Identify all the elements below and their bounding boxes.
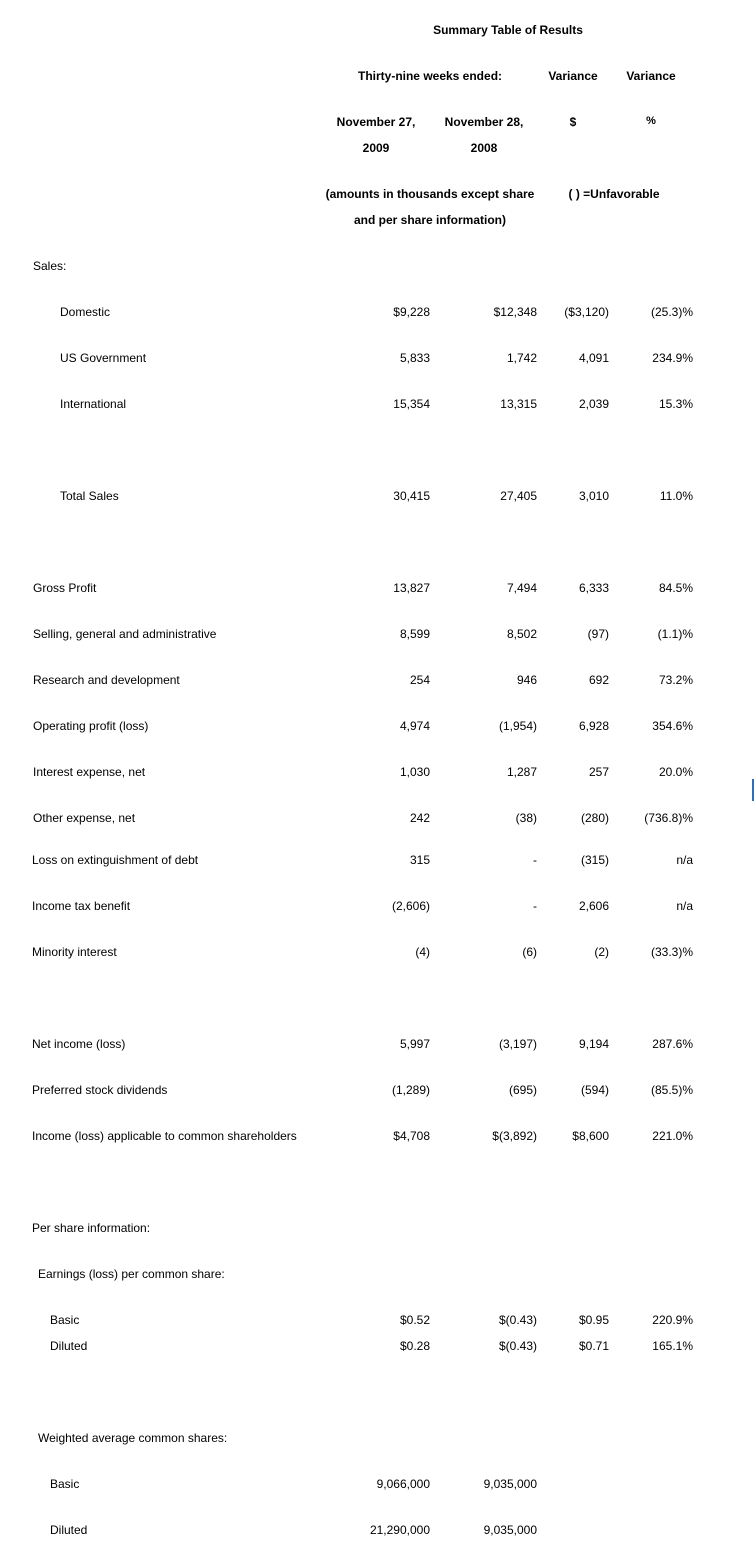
variance-pct: (85.5)% — [650, 1083, 693, 1097]
period-heading: Thirty-nine weeks ended: — [357, 69, 503, 83]
value-2008: (1,954) — [498, 719, 537, 733]
section-eps: Earnings (loss) per common share: — [38, 1267, 225, 1281]
percent-symbol: % — [646, 115, 656, 127]
row-label: Basic — [50, 1477, 80, 1491]
section-per-share: Per share information: — [32, 1221, 151, 1235]
col-2008-date-line1: November 28, — [444, 115, 524, 129]
variance-pct: 221.0% — [652, 1129, 693, 1143]
amounts-note-line2: and per share information) — [353, 213, 507, 227]
value-2008: 946 — [516, 673, 537, 687]
value-2009: 30,415 — [393, 489, 430, 503]
value-2008: $12,348 — [493, 305, 537, 319]
value-2009: 5,833 — [399, 351, 430, 365]
row-label: Income tax benefit — [32, 899, 131, 913]
total-sales-row — [0, 489, 754, 505]
table-row — [0, 305, 754, 321]
value-2008: $(0.43) — [498, 1313, 537, 1327]
unfavorable-note: ( ) =Unfavorable — [568, 187, 660, 201]
variance-dollar: $0.71 — [578, 1339, 609, 1353]
variance-pct: 287.6% — [652, 1037, 693, 1051]
row-label: Gross Profit — [33, 581, 97, 595]
variance-dollar: 6,333 — [578, 581, 609, 595]
value-2008: (38) — [515, 811, 537, 825]
table-row — [0, 1339, 754, 1355]
variance-dollar: 257 — [588, 765, 609, 779]
value-2009: (1,289) — [391, 1083, 430, 1097]
table-row — [0, 397, 754, 413]
value-2008: 1,287 — [506, 765, 537, 779]
row-label: Income (loss) applicable to common shareholders — [32, 1129, 297, 1143]
value-2009: $0.28 — [399, 1339, 430, 1353]
value-2009: 21,290,000 — [369, 1523, 430, 1537]
row-label: Interest expense, net — [33, 765, 146, 779]
table-row — [0, 581, 754, 597]
variance-pct: 234.9% — [652, 351, 693, 365]
table-row — [0, 1037, 754, 1053]
value-2009: 5,997 — [399, 1037, 430, 1051]
row-label: Preferred stock dividends — [32, 1083, 168, 1097]
col-2009-date-line1: November 27, — [336, 115, 416, 129]
variance-pct: 15.3% — [658, 397, 693, 411]
variance-dollar: ($3,120) — [564, 305, 609, 319]
value-2009: $9,228 — [393, 305, 430, 319]
table-row — [0, 1477, 754, 1493]
row-label: Other expense, net — [33, 811, 136, 825]
value-2009: 15,354 — [393, 397, 430, 411]
row-label: US Government — [60, 351, 147, 365]
row-label: Basic — [50, 1313, 80, 1327]
value-2009: 8,599 — [399, 627, 430, 641]
table-row — [0, 627, 754, 643]
value-2009: 4,974 — [399, 719, 430, 733]
variance-pct: 354.6% — [652, 719, 693, 733]
value-2009: 254 — [409, 673, 430, 687]
variance-pct: (25.3)% — [650, 305, 693, 319]
row-label: Research and development — [33, 673, 180, 687]
row-label: Loss on extinguishment of debt — [32, 853, 199, 867]
value-2009: $0.52 — [399, 1313, 430, 1327]
row-label: Operating profit (loss) — [33, 719, 149, 733]
variance-dollar: (280) — [580, 811, 609, 825]
table-row — [0, 811, 754, 827]
variance-pct: (1.1)% — [657, 627, 693, 641]
section-sales: Sales: — [33, 259, 67, 273]
variance-dollar: (594) — [580, 1083, 609, 1097]
value-2008: 8,502 — [506, 627, 537, 641]
table-title: Summary Table of Results — [433, 23, 583, 37]
value-2009: (2,606) — [391, 899, 430, 913]
variance-dollar: 4,091 — [578, 351, 609, 365]
variance-dollar: 3,010 — [578, 489, 609, 503]
variance-pct: 84.5% — [658, 581, 693, 595]
variance-dollar: 2,039 — [578, 397, 609, 411]
row-label: Net income (loss) — [32, 1037, 126, 1051]
section-weighted-shares: Weighted average common shares: — [38, 1431, 228, 1445]
value-2009: 13,827 — [393, 581, 430, 595]
value-2009: $4,708 — [393, 1129, 430, 1143]
row-label: Diluted — [50, 1339, 88, 1353]
variance-pct: 11.0% — [659, 489, 693, 503]
table-row — [0, 853, 754, 869]
value-2008: (3,197) — [498, 1037, 537, 1051]
variance-dollar-heading: Variance — [548, 69, 598, 83]
row-label: International — [60, 397, 127, 411]
value-2008: - — [533, 853, 537, 867]
table-row — [0, 351, 754, 367]
value-2009: (4) — [415, 945, 430, 959]
row-label: Minority interest — [32, 945, 117, 959]
table-row — [0, 719, 754, 735]
table-row — [0, 765, 754, 781]
amounts-note-line1: (amounts in thousands except share — [325, 187, 535, 201]
value-2008: $(0.43) — [498, 1339, 537, 1353]
table-row — [0, 1129, 754, 1145]
variance-dollar: 692 — [588, 673, 609, 687]
variance-pct-heading: Variance — [626, 69, 676, 83]
variance-pct: 165.1% — [652, 1339, 693, 1353]
variance-dollar: $8,600 — [572, 1129, 609, 1143]
value-2008: 7,494 — [506, 581, 537, 595]
variance-pct: 73.2% — [658, 673, 693, 687]
variance-dollar: 2,606 — [578, 899, 609, 913]
col-2009-date-line2: 2009 — [362, 141, 390, 155]
variance-dollar: 9,194 — [578, 1037, 609, 1051]
variance-pct: 220.9% — [652, 1313, 693, 1327]
table-row — [0, 945, 754, 961]
col-2008-date-line2: 2008 — [470, 141, 498, 155]
value-2009: 9,066,000 — [376, 1477, 430, 1491]
table-row — [0, 1083, 754, 1099]
value-2009: 242 — [409, 811, 430, 825]
variance-pct: 20.0% — [658, 765, 693, 779]
row-label: Total Sales — [60, 489, 119, 503]
value-2008: 13,315 — [500, 397, 537, 411]
value-2009: 1,030 — [399, 765, 430, 779]
variance-dollar: (97) — [587, 627, 609, 641]
row-label: Selling, general and administrative — [33, 627, 217, 641]
variance-dollar: 6,928 — [578, 719, 609, 733]
variance-dollar: (2) — [594, 945, 609, 959]
value-2008: (6) — [522, 945, 537, 959]
variance-pct: n/a — [676, 899, 693, 913]
variance-dollar: (315) — [580, 853, 609, 867]
value-2008: 27,405 — [500, 489, 537, 503]
value-2008: 9,035,000 — [483, 1477, 537, 1491]
dollar-symbol: $ — [569, 115, 577, 129]
table-row — [0, 1313, 754, 1329]
row-label: Diluted — [50, 1523, 88, 1537]
value-2008: $(3,892) — [492, 1129, 537, 1143]
value-2009: 315 — [409, 853, 430, 867]
variance-pct: n/a — [676, 853, 693, 867]
variance-pct: (33.3)% — [650, 945, 693, 959]
value-2008: 9,035,000 — [483, 1523, 537, 1537]
value-2008: 1,742 — [506, 351, 537, 365]
variance-pct: (736.8)% — [644, 811, 693, 825]
value-2008: - — [533, 899, 537, 913]
value-2008: (695) — [508, 1083, 537, 1097]
table-row — [0, 899, 754, 915]
variance-dollar: $0.95 — [578, 1313, 609, 1327]
table-row — [0, 673, 754, 689]
table-row — [0, 1523, 754, 1539]
row-label: Domestic — [60, 305, 111, 319]
